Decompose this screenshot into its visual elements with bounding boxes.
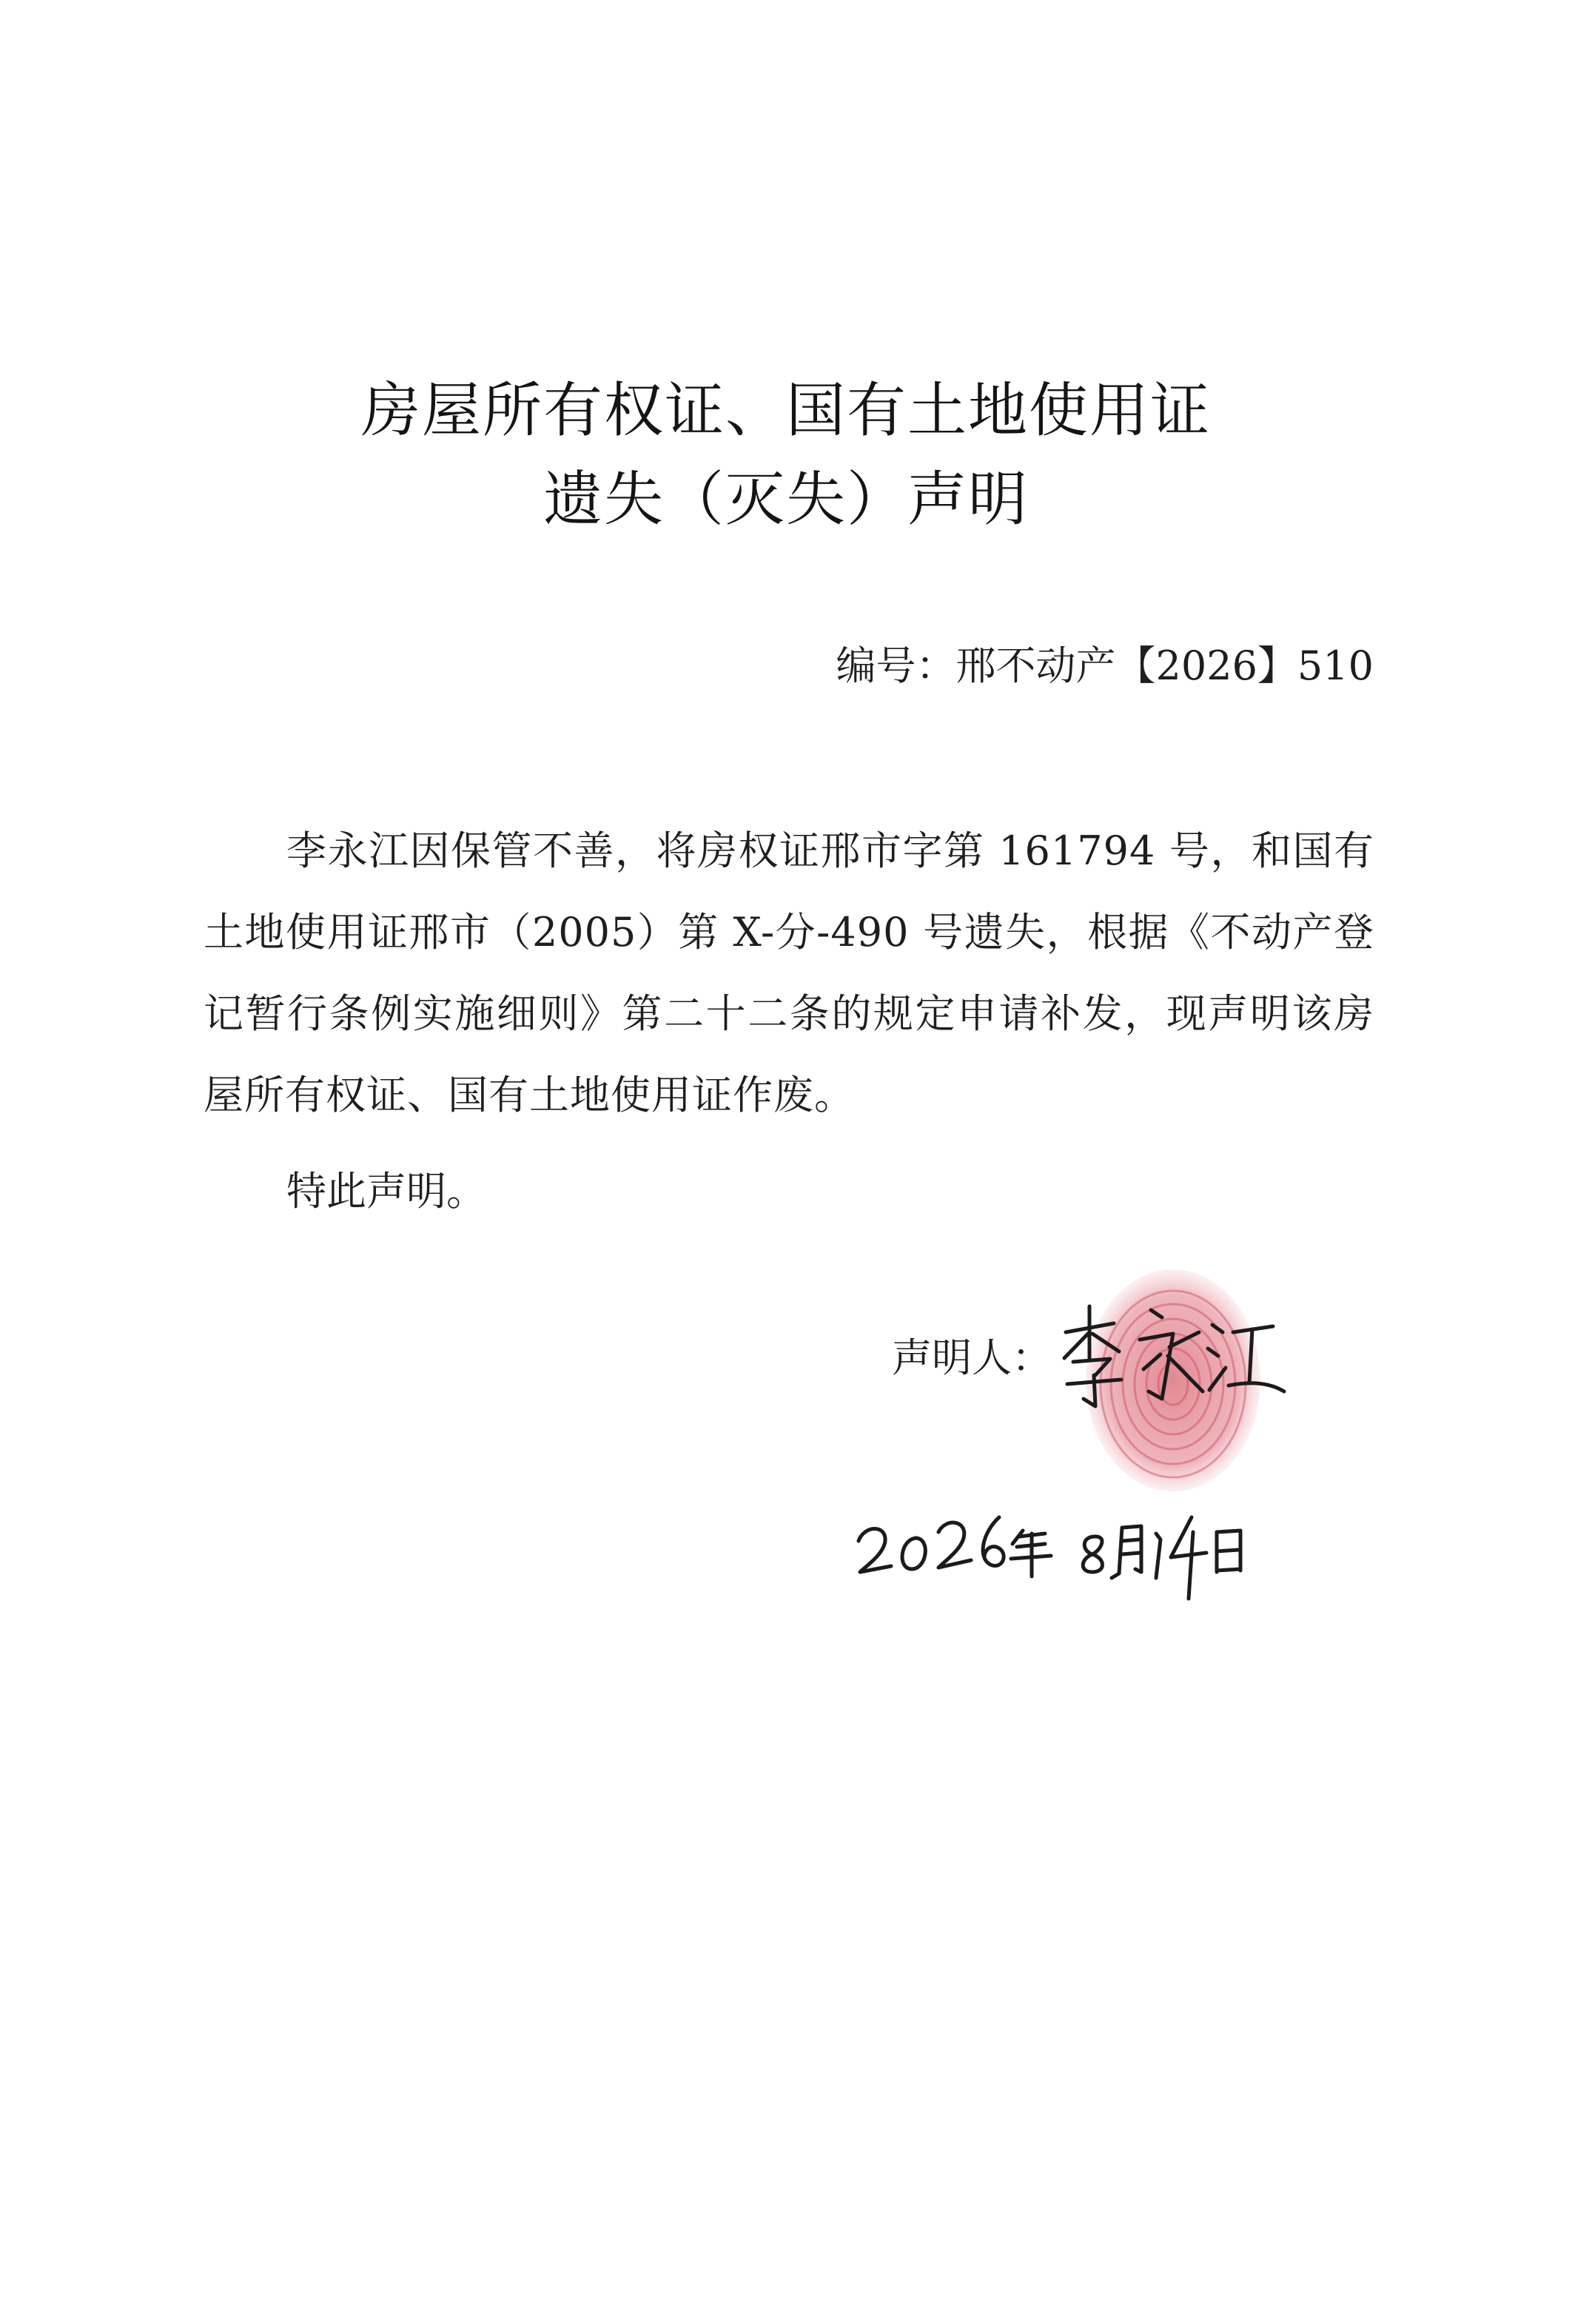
document-number: 编号：邢不动产【2026】510 <box>836 642 1374 689</box>
date-text <box>851 1495 852 1496</box>
declarant-label: 声明人： <box>892 1334 1052 1381</box>
handwritten-date <box>851 1495 1266 1613</box>
signature-name <box>1066 1325 1067 1326</box>
title-line-1: 房屋所有权证、国有土地使用证 <box>361 376 1211 445</box>
title-line-2: 遗失（灭失）声明 <box>543 465 1029 534</box>
declaration-body: 李永江因保管不善，将房权证邢市字第 161794 号，和国有土地使用证邢市（2005）第 X-分-490 号遗失，根据《不动产登记暂行条例实施细则》第二十二条的规定申请补发，现声明该房屋所有权证、国有土地使用证作废。 <box>204 827 1374 1118</box>
handwritten-signature <box>1051 1288 1288 1436</box>
closing-statement: 特此声明。 <box>286 1168 486 1215</box>
